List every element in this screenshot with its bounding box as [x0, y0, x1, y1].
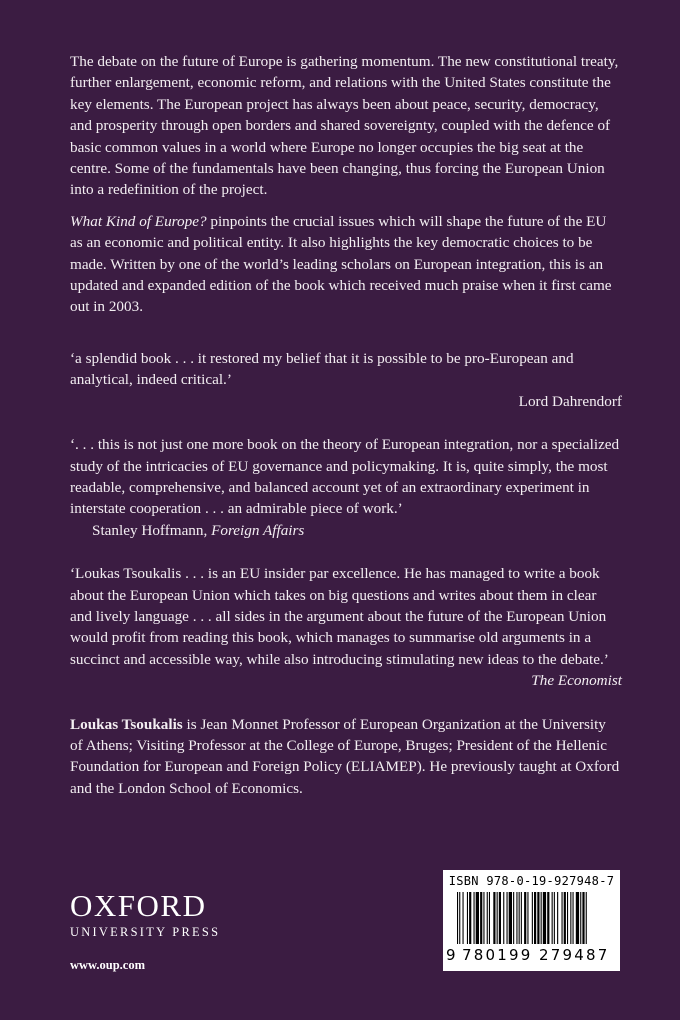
barcode-bar: [573, 892, 574, 944]
barcode-bar: [516, 892, 517, 944]
review-quote-2: [70, 434, 622, 541]
barcode-bar: [467, 892, 468, 944]
barcode-bar: [547, 892, 549, 944]
review-quote-1-text: ‘a splendid book . . . it restored my belief that it is possible to be pro-European and analytical, indeed critical.’: [70, 349, 574, 389]
review-quote-3-attribution: [70, 670, 622, 691]
review-quote-2-attribution-name: Stanley Hoffmann,: [92, 521, 212, 539]
review-quote-3: [70, 563, 622, 691]
barcode-bar: [582, 892, 584, 944]
barcode-bar: [469, 892, 471, 944]
barcode-lead-digit: 9: [446, 946, 456, 964]
barcode-bar: [459, 892, 460, 944]
barcode-bar: [509, 892, 512, 944]
barcode-bar: [570, 892, 571, 944]
barcode-bar: [552, 892, 553, 944]
publisher-subtitle: UNIVERSITY PRESS: [70, 925, 221, 939]
barcode-bar: [580, 892, 581, 944]
barcode-bar: [532, 892, 533, 944]
barcode-bar: [534, 892, 536, 944]
barcode-bar: [499, 892, 501, 944]
blurb-paragraph-1: The debate on the future of Europe is gathering momentum. The new constitutional treaty, further enlargement, economic reform, and relations with the United States constitute the key elements. The European project has always been about peace, security, democracy, and prosperity through open borders and shared sovereignty, coupled with the defence of basic common values in a world where Europe no longer occupies the big seat at the centre. Some of the fundamentals have been changing, thus forcing the European Union into a redefinition of the project.: [70, 53, 619, 199]
book-title: What Kind of Europe?: [70, 212, 207, 230]
barcode-bar: [493, 892, 495, 944]
barcode-bar: [586, 892, 587, 944]
barcode-bar: [489, 892, 490, 944]
barcode-bar: [474, 892, 475, 944]
review-quote-2-attribution: [70, 522, 304, 539]
review-quote-3-text: ‘Loukas Tsoukalis . . . is an EU insider par excellence. He has managed to write a book about the European Union which takes on big questions and writes about them in clear and lively language . . . all sides in the argument about the future of the European Union would profit from reading this book, which manages to summarise old arguments in a succinct and accessible way, while also introducing stimulating new ideas to the debate.’: [70, 565, 609, 668]
review-quote-2-attribution-source: Foreign Affairs: [211, 521, 305, 539]
barcode-bar: [557, 892, 558, 944]
barcode-bar: [543, 892, 546, 944]
barcode-bar: [554, 892, 555, 944]
barcode-bar: [503, 892, 504, 944]
barcode-bar: [463, 892, 464, 944]
author-name: Loukas Tsoukalis: [70, 715, 183, 733]
barcode-bar: [567, 892, 568, 944]
blurb-paragraph-2-text: pinpoints the crucial issues which will shape the future of the EU as an economic and political entity. It also highlights the key democratic choices to be made. Written by one of the world’s leading scholars on European integration, this is an updated and expanded edition of the book which received much praise when it first came out in 2003.: [70, 212, 612, 316]
review-quote-1-attribution: Lord Dahrendorf: [518, 392, 622, 410]
barcode-bar: [537, 892, 539, 944]
barcode-bar: [483, 892, 484, 944]
blurb-paragraph-2: [70, 211, 622, 318]
review-quote-3-attribution-source: The Economist: [531, 672, 622, 690]
barcode-bars: [449, 892, 614, 950]
back-cover-text: [70, 51, 622, 799]
barcode-bar: [457, 892, 458, 944]
barcode-bar: [476, 892, 479, 944]
barcode-bar: [576, 892, 579, 944]
review-quote-2-text: [70, 434, 622, 541]
barcode-bar: [541, 892, 542, 944]
barcode-bar: [564, 892, 566, 944]
barcode-bar: [507, 892, 508, 944]
barcode-left-group: 780199: [462, 946, 533, 964]
barcode-bar: [497, 892, 498, 944]
barcode-bar: [527, 892, 528, 944]
isbn-label: ISBN 978-0-19-927948-7: [448, 874, 615, 888]
barcode-bar: [480, 892, 482, 944]
barcode-bar: [521, 892, 522, 944]
publisher-website: www.oup.com: [70, 958, 146, 972]
barcode-bar: [524, 892, 526, 944]
isbn-barcode: [443, 870, 620, 971]
review-quote-2-body: ‘. . . this is not just one more book on the theory of European integration, nor a specialized study of the intricacies of EU governance and policymaking. It is, quite simply, the most readable, comprehensive, and balanced account yet of an extraordinary experiment in interstate cooperation . . . an admirable piece of work.’: [70, 436, 620, 518]
publisher-name: OXFORD: [70, 888, 207, 923]
barcode-bar: [487, 892, 488, 944]
author-bio: [70, 714, 622, 800]
author-bio-text: is Jean Monnet Professor of European Organization at the University of Athens; Visiting Professor at the College of Europe, Bruges; President of the Hellenic Foundation for European and Foreign Policy (ELIAMEP). He previously taught at Oxford and the London School of Economics.: [70, 715, 620, 797]
review-quote-1: [70, 348, 622, 412]
barcode-bar: [519, 892, 520, 944]
barcode-right-group: 279487: [539, 946, 610, 964]
barcode-bar: [562, 892, 563, 944]
publisher-logo: [70, 890, 250, 940]
barcode-bar: [513, 892, 514, 944]
